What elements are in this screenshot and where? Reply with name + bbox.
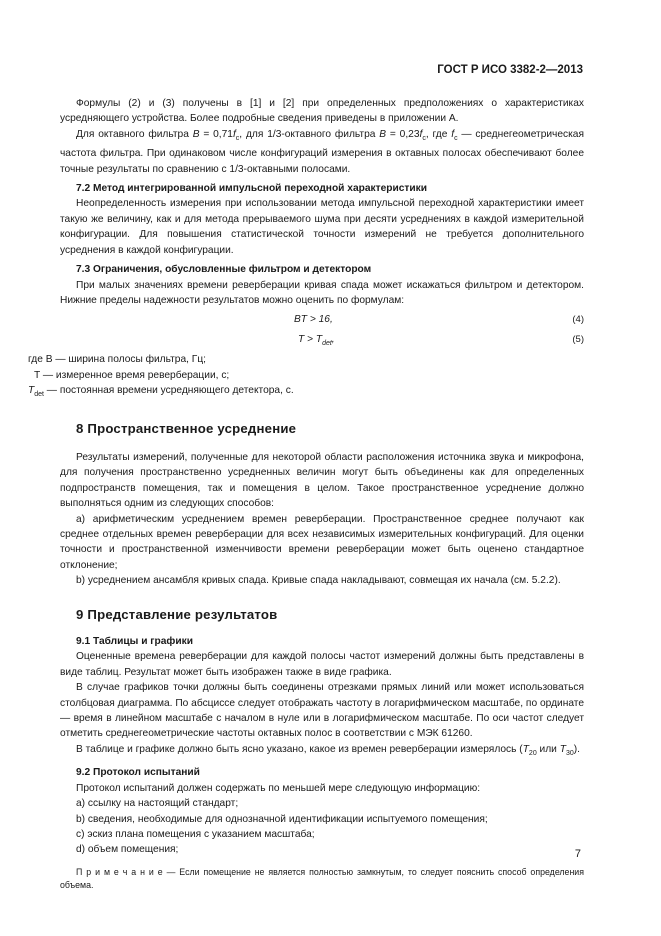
list-item: с) эскиз плана помещения с указанием масштаба;	[76, 828, 315, 840]
section-9-2-paragraph: Протокол испытаний должен содержать по меньшей мере следующую информацию:	[76, 782, 481, 794]
list-item: а) ссылку на настоящий стандарт;	[76, 798, 239, 810]
definition-Tdet: $T_{det}$ — постоянная времени усредняющего детектора, с.	[28, 385, 294, 399]
section-8-title: 8 Пространственное усреднение	[76, 420, 297, 436]
section-7-2-title: 7.2 Метод интегрированной импульсной переходной характеристики	[76, 183, 428, 195]
definition-T: T — измеренное время реверберации, с;	[34, 369, 230, 381]
page-content	[28, 96, 584, 892]
section-8-paragraph: Результаты измерений, полученные для некоторой области расположения источника звука и микрофона, для получения пространственно усредненных величин могут быть объединены как для определенных подпространств помещения, так и помещения в целом. Такое пространственное усреднение должно выполняться одним из следующих способов:	[60, 451, 584, 510]
definitions	[28, 352, 584, 402]
section-9-title: 9 Представление результатов	[76, 606, 278, 622]
note-label: П р и м е ч а н и е	[76, 866, 163, 877]
section-7-2-paragraph: Неопределенность измерения при использовании метода импульсной переходной характеристики имеет такую же величину, как и для метода прерываемого шума при десяти усреднениях в каждой измерительной конфигурации. Для повышения статистической точности измерений не требуется дополнительного усреднения в каждой конфигурации.	[60, 198, 584, 256]
formula-4-number: (4)	[572, 314, 584, 326]
section-8-item-a: а) арифметическим усреднением времен реверберации. Пространственное среднее получают как среднее отдельных времен реверберации для всех независимых измерительных конфигураций. Для оценки точности и пространственной изменчивости времени реверберации может быть оценено стандартное отклонение;	[60, 513, 584, 571]
formula-4	[60, 312, 584, 332]
page-number: 7	[574, 848, 581, 860]
section-9-1-paragraph-2: В случае графиков точки должны быть соединены отрезками прямых линий или может использоваться столбцовая диаграмма. По абсциссе следует отображать частоту в логарифмическом масштабе, по ординате — время в линейном масштабе с началом в нуле или в логарифмическом масштабе. По оси частот следует отметить среднегеометрические частоты октавных полос в соответствии с МЭК 61260.	[60, 682, 584, 740]
section-9-1-title: 9.1 Таблицы и графики	[76, 636, 193, 648]
standard-header: ГОСТ Р ИСО 3382-2—2013	[437, 64, 583, 76]
section-7-3-title: 7.3 Ограничения, обусловленные фильтром и детектором	[76, 264, 372, 276]
intro-paragraph-1: Формулы (2) и (3) получены в [1] и [2] при определенных предположениях о характеристиках усредняющего устройства. Более подробные сведения приведены в приложении А.	[60, 98, 584, 125]
intro-paragraph-2: Для октавного фильтра $B = 0,71f_c$, для 1/3-октавного фильтра $B = 0,23f_c$, где $f_c$ — среднегеометрическая частота фильтра. При одинаковом числе конфигураций измерения в октавных полосах обеспечивают более точные результаты по сравнению с 1/3-октавными полосами.	[60, 128, 584, 175]
section-9-1-paragraph-3: В таблице и графике должно быть ясно указано, какое из времен реверберации измерялось ($T_{20}$ или $T_{30}$).	[76, 743, 580, 757]
list-item: b) сведения, необходимые для однозначной идентификации испытуемого помещения;	[76, 813, 488, 825]
formula-4-expression: BT > 16,	[294, 314, 333, 326]
list-item: d) объем помещения;	[76, 844, 179, 856]
section-9-2-title: 9.2 Протокол испытаний	[76, 767, 200, 779]
formula-5-expression: $T > T_{det}$,	[298, 334, 335, 348]
note	[60, 866, 584, 892]
section-8-item-b: b) усреднением ансамбля кривых спада. Кривые спада накладывают, совмещая их начала (см. 5.2.2).	[76, 575, 561, 587]
note-text: — Если помещение не является полностью замкнутым, то следует пояснить способ определения объема.	[60, 866, 584, 890]
section-7-3-paragraph: При малых значениях времени реверберации кривая спада может искажаться фильтром и детектором. Нижние пределы надежности результатов можно оценить по формулам:	[60, 279, 584, 306]
section-9-1-paragraph-1: Оцененные времена реверберации для каждой полосы частот измерений должны быть представлены в виде таблиц. Результат может быть изображен также в виде графика.	[60, 651, 584, 678]
formula-5-number: (5)	[572, 334, 584, 346]
definition-B: где B — ширина полосы фильтра, Гц;	[28, 354, 206, 366]
formula-5	[60, 332, 584, 352]
